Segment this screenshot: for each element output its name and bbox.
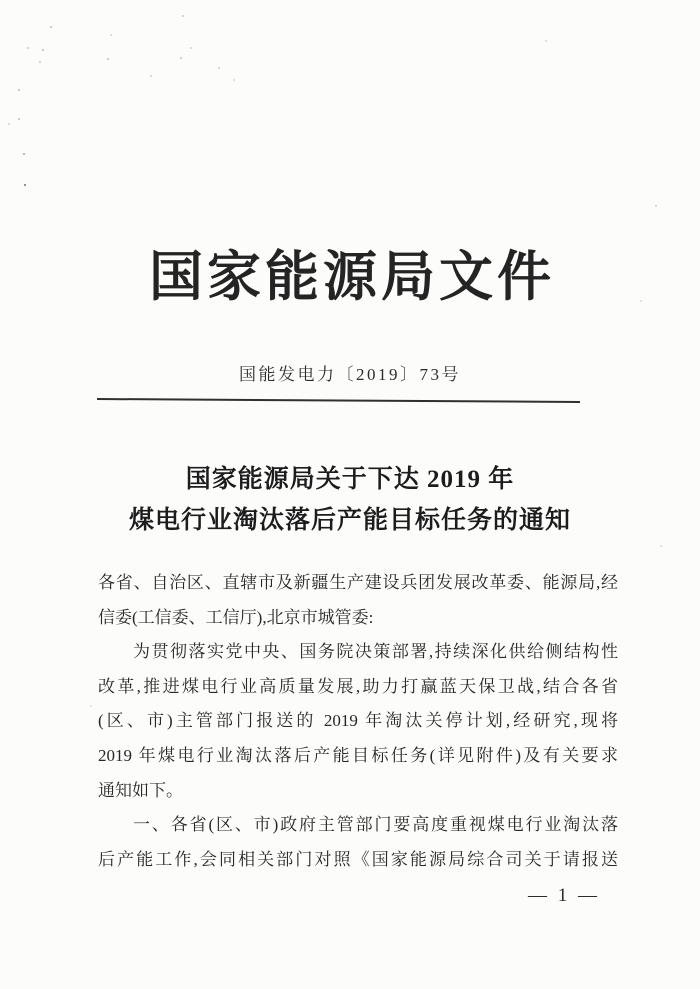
scan-noise-speckles — [0, 0, 2, 2]
document-body — [98, 566, 618, 877]
document-title-line-1: 国家能源局关于下达 2019 年 — [185, 466, 515, 493]
body-line: 改革,推进煤电行业高质量发展,助力打赢蓝天保卫战,结合各省 — [98, 676, 618, 696]
body-line: 一、各省(区、市)政府主管部门要高度重视煤电行业淘汰落 — [133, 815, 618, 835]
body-line: (区、市)主管部门报送的 2019 年淘汰关停计划,经研究,现将 — [98, 711, 618, 731]
document-title — [0, 459, 700, 541]
header-divider-line — [97, 398, 580, 403]
body-line: 后产能工作,会同相关部门对照《国家能源局综合司关于请报送 — [98, 849, 618, 869]
page-number: — 1 — — [528, 885, 600, 906]
document-number: 国能发电力〔2019〕73号 — [239, 365, 461, 384]
body-line: 为贯彻落实党中央、国务院决策部署,持续深化供给侧结构性 — [133, 642, 618, 662]
body-line: 信委(工信委、工信厅),北京市城管委: — [98, 607, 374, 627]
agency-header-title: 国家能源局文件 — [149, 247, 555, 307]
body-line: 通知如下。 — [98, 780, 183, 800]
body-line: 2019 年煤电行业淘汰落后产能目标任务(详见附件)及有关要求 — [98, 745, 618, 765]
document-title-line-2: 煤电行业淘汰落后产能目标任务的通知 — [128, 507, 571, 534]
body-line: 各省、自治区、直辖市及新疆生产建设兵团发展改革委、能源局,经 — [98, 573, 618, 592]
